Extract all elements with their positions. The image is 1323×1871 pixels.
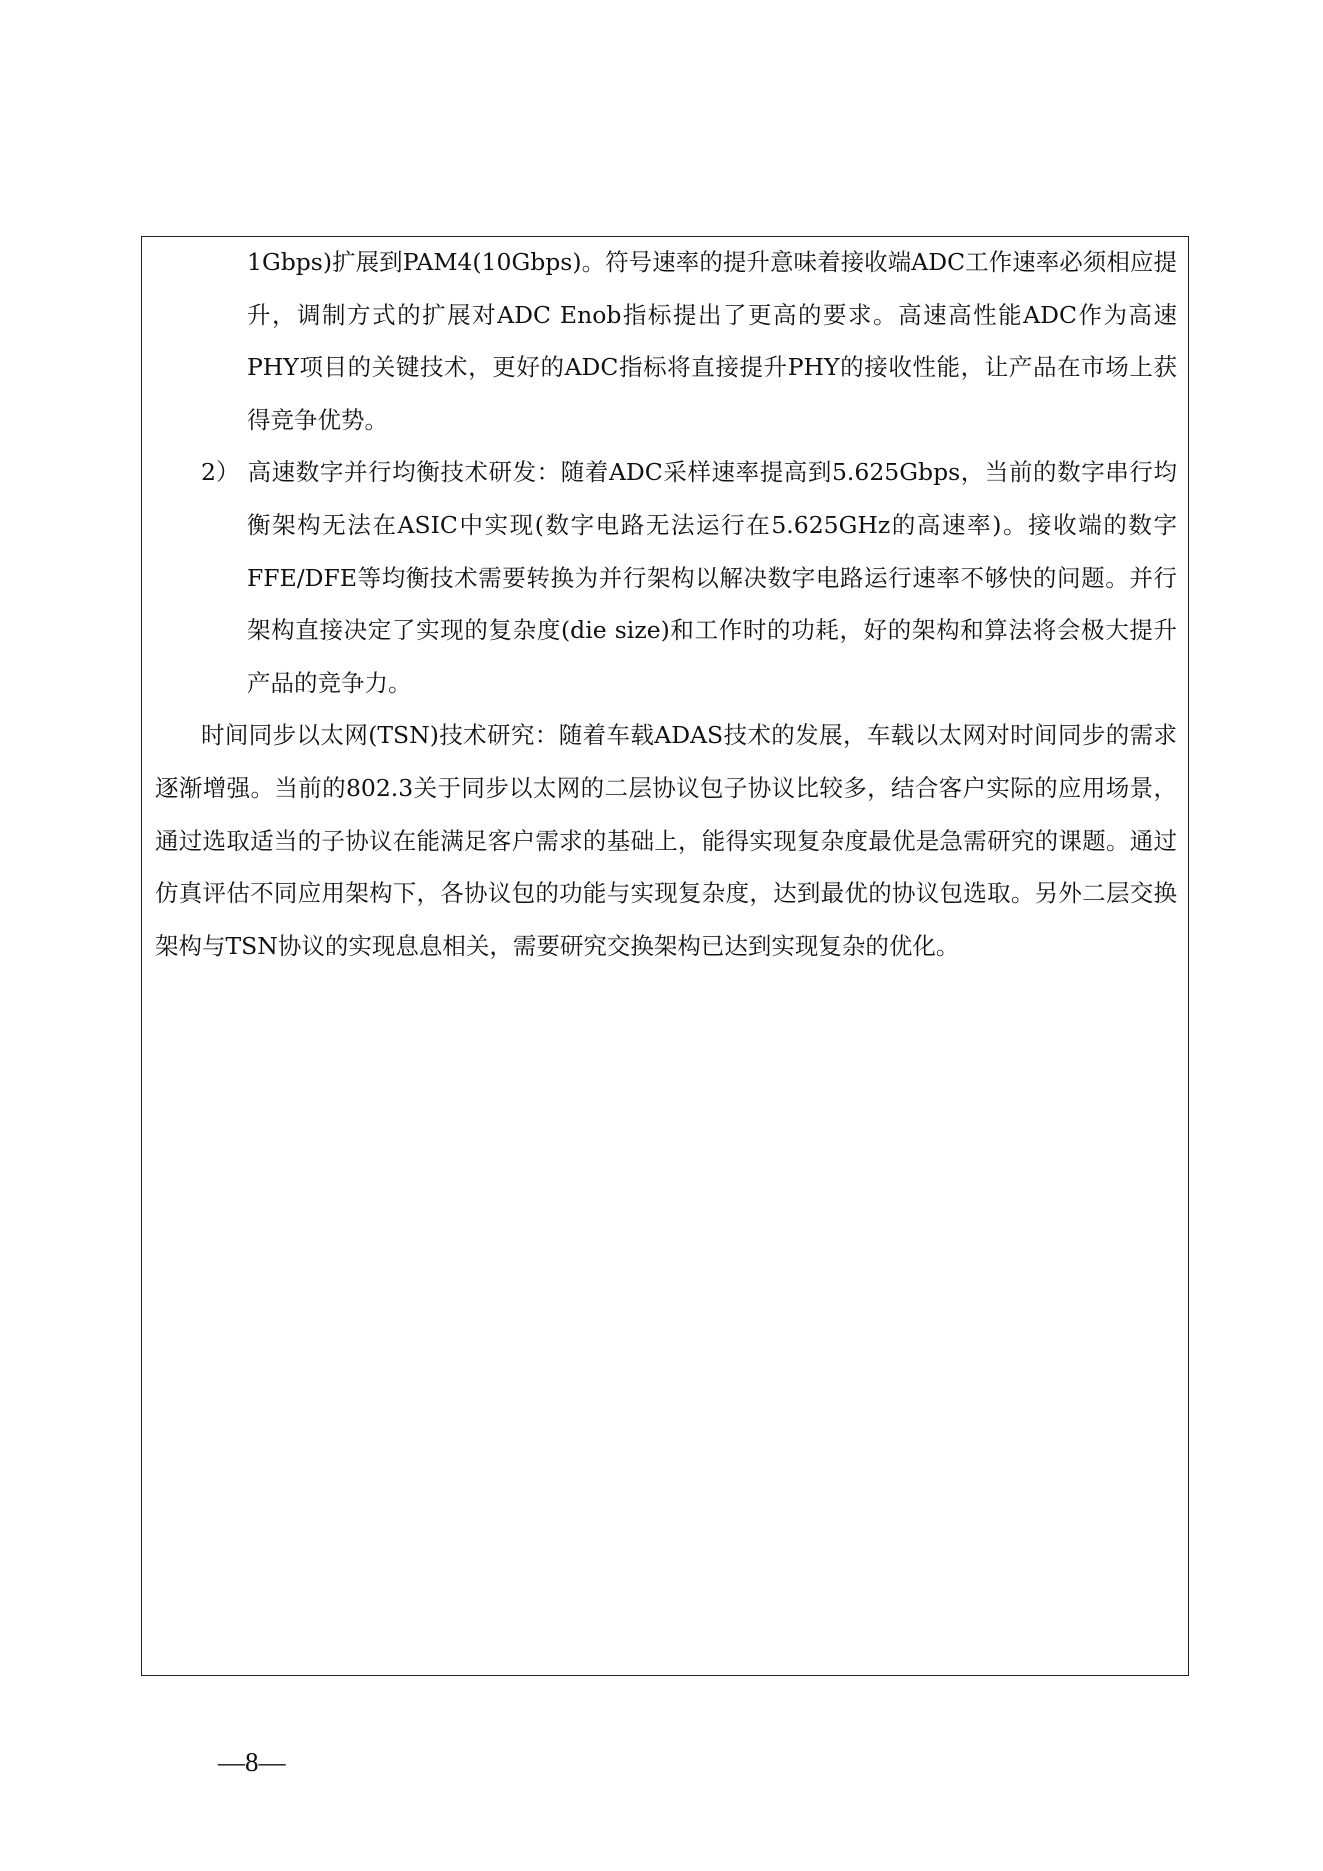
tsn-paragraph: 时间同步以太网(TSN)技术研究：随着车载ADAS技术的发展，车载以太网对时间同步的需求逐渐增强。当前的802.3关于同步以太网的二层协议包子协议比较多，结合客户实际的应用场景，通过选取适当的子协议在能满足客户需求的基础上，能得实现复杂度最优是急需研究的课题。通过仿真评估不同应用架构下，各协议包的功能与实现复杂度，达到最优的协议包选取。另外二层交换架构与TSN协议的实现息息相关，需要研究交换架构已达到实现复杂的优化。	[155, 721, 1177, 960]
list-item-number: 2）	[201, 458, 240, 487]
list-item-2	[155, 446, 1177, 709]
continuation-paragraph: 1Gbps)扩展到PAM4(10Gbps)。符号速率的提升意味着接收端ADC工作速率必须相应提升，调制方式的扩展对ADC Enob指标提出了更高的要求。高速高性能ADC作为高速PHY项目的关键技术，更好的ADC指标将直接提升PHY的接收性能，让产品在市场上获得竞争优势。	[247, 248, 1177, 434]
document-body	[155, 236, 1177, 972]
list-item-text: 高速数字并行均衡技术研发：随着ADC采样速率提高到5.625Gbps，当前的数字串行均衡架构无法在ASIC中实现(数字电路无法运行在5.625GHz的高速率)。接收端的数字FFE/DFE等均衡技术需要转换为并行架构以解决数字电路运行速率不够快的问题。并行架构直接决定了实现的复杂度(die size)和工作时的功耗，好的架构和算法将会极大提升产品的竞争力。	[247, 458, 1177, 697]
page-number: —8—	[218, 1747, 286, 1777]
